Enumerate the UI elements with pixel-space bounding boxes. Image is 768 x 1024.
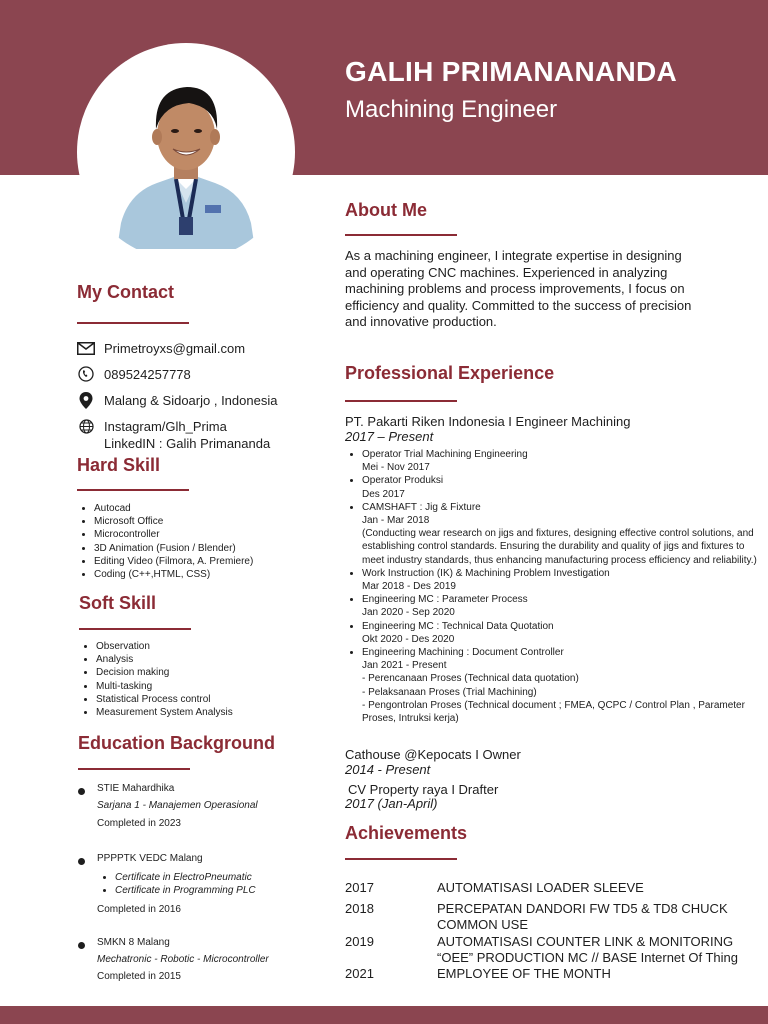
footer-band xyxy=(0,1006,768,1024)
school-name: PPPPTK VEDC Malang xyxy=(97,853,203,864)
job-role: Machining Engineer xyxy=(345,96,558,123)
job-date: 2014 - Present xyxy=(345,762,431,777)
achievement-row xyxy=(345,880,767,896)
phone-icon xyxy=(77,366,95,382)
experience-detail: - Pengontrolan Proses (Technical document ; FMEA, QCPC / Control Plan , Parameter Proses, Intruksi kerja) xyxy=(362,699,745,725)
experience-item xyxy=(362,474,767,500)
school-name: STIE Mahardhika xyxy=(97,783,175,794)
certificate-item: • Certificate in ElectroPneumatic xyxy=(115,871,327,884)
skill-item: • Decision making xyxy=(96,666,233,679)
experience-item xyxy=(362,567,767,593)
school-name: SMKN 8 Malang xyxy=(97,937,170,948)
job-date: 2017 – Present xyxy=(345,429,434,444)
achievement-year: 2018 xyxy=(345,901,374,916)
achievements-divider xyxy=(345,858,457,860)
school-completed: Completed in 2015 xyxy=(97,971,181,982)
education-divider xyxy=(78,768,190,770)
experience-label: Engineering Machining : Document Controller xyxy=(362,647,564,659)
skill-item: • Coding (C++,HTML, CSS) xyxy=(94,568,253,581)
experience-detail: - Pelaksanaan Proses (Trial Machining) xyxy=(362,686,537,698)
experience-detail: Jan 2021 - Present xyxy=(362,660,447,672)
experience-detail: (Conducting wear research on jigs and fixtures, designing effective control solutions, and establishing control standards. Ensuring the durability and quality of jigs and fixtures to meet industry standards, thus enhancing manufacturing process efficiency and reliability.) xyxy=(362,528,757,566)
bullet-dot xyxy=(78,942,85,949)
experience-item xyxy=(362,646,767,725)
achievement-text: PERCEPATAN DANDORI FW TD5 & TD8 CHUCK COMMON USE xyxy=(437,901,728,932)
achievement-text: AUTOMATISASI LOADER SLEEVE xyxy=(437,880,644,895)
experience-detail: - Perencanaan Proses (Technical data quotation) xyxy=(362,673,579,685)
experience-label: Engineering MC : Parameter Process xyxy=(362,594,528,606)
bullet-dot xyxy=(78,788,85,795)
hard-skill-list xyxy=(78,502,253,581)
contact-title: My Contact xyxy=(77,282,175,302)
education-title: Education Background xyxy=(78,733,276,753)
achievement-text: AUTOMATISASI COUNTER LINK & MONITORING “OEE” PRODUCTION MC // BASE Internet Of Thing xyxy=(437,934,738,965)
skill-item: • 3D Animation (Fusion / Blender) xyxy=(94,542,253,555)
soft-skill-title: Soft Skill xyxy=(79,593,157,613)
experience-label: CAMSHAFT : Jig & Fixture xyxy=(362,501,481,513)
contact-instagram[interactable] xyxy=(77,418,227,434)
experience-divider xyxy=(345,400,457,402)
job-title: CV Property raya I Drafter xyxy=(348,782,499,797)
skill-item: • Statistical Process control xyxy=(96,693,233,706)
experience-item xyxy=(362,593,767,619)
achievement-row xyxy=(345,966,767,982)
experience-detail: Mei - Nov 2017 xyxy=(362,462,430,474)
experience-detail: Jan - Mar 2018 xyxy=(362,515,430,527)
about-title: About Me xyxy=(345,200,427,220)
skill-item: • Observation xyxy=(96,640,233,653)
certificate-item: • Certificate in Programming PLC xyxy=(115,884,327,897)
contact-linkedin-text[interactable]: LinkedIN : Galih Primananda xyxy=(104,436,271,451)
skill-item: • Analysis xyxy=(96,653,233,666)
experience-item xyxy=(362,501,767,567)
job-title: PT. Pakarti Riken Indonesia I Engineer Machining xyxy=(345,414,631,429)
achievement-year: 2017 xyxy=(345,880,374,895)
experience-label: Operator Trial Machining Engineering xyxy=(362,449,528,460)
achievement-row xyxy=(345,934,767,966)
school-completed: Completed in 2016 xyxy=(97,904,181,915)
achievement-year: 2021 xyxy=(345,966,374,981)
experience-detail: Mar 2018 - Des 2019 xyxy=(362,581,456,593)
profile-photo xyxy=(77,43,295,261)
globe-icon xyxy=(77,418,95,434)
contact-divider xyxy=(77,322,189,324)
experience-detail: Jan 2020 - Sep 2020 xyxy=(362,607,455,619)
skill-item: • Editing Video (Filmora, A. Premiere) xyxy=(94,555,253,568)
bullet-dot xyxy=(78,858,85,865)
soft-skill-divider xyxy=(79,628,191,630)
experience-title: Professional Experience xyxy=(345,363,555,383)
skill-item: • Multi-tasking xyxy=(96,680,233,693)
school-completed: Completed in 2023 xyxy=(97,818,181,829)
experience-item xyxy=(362,448,767,474)
school-detail: Sarjana 1 - Manajemen Operasional xyxy=(97,800,258,811)
experience-detail: Des 2017 xyxy=(362,488,405,500)
contact-email[interactable] xyxy=(77,340,245,356)
achievement-row xyxy=(345,901,767,933)
achievement-text: EMPLOYEE OF THE MONTH xyxy=(437,966,611,981)
contact-email-text: Primetroyxs@gmail.com xyxy=(104,340,246,356)
achievements-title: Achievements xyxy=(345,823,468,843)
about-text: As a machining engineer, I integrate expertise in designing and operating CNC machines. Experienced in analyzing machining problems and process improvements, I focus on efficiency and quality. Committed to the success of precision and innovative production. xyxy=(345,248,692,329)
skill-item: • Microsoft Office xyxy=(94,515,253,528)
job-title: Cathouse @Kepocats I Owner xyxy=(345,747,521,762)
contact-location-text: Malang & Sidoarjo , Indonesia xyxy=(104,392,278,408)
experience-label: Work Instruction (IK) & Machining Problem Investigation xyxy=(362,567,610,579)
achievement-year: 2019 xyxy=(345,934,374,949)
experience-item xyxy=(362,620,767,646)
job-date: 2017 (Jan-April) xyxy=(345,796,438,811)
mail-icon xyxy=(77,340,95,356)
experience-label: Engineering MC : Technical Data Quotation xyxy=(362,620,554,632)
experience-label: Operator Produksi xyxy=(362,475,444,487)
experience-detail: Okt 2020 - Des 2020 xyxy=(362,633,455,645)
skill-item: • Microcontroller xyxy=(94,528,253,541)
skill-item: • Measurement System Analysis xyxy=(96,706,233,719)
hard-skill-divider xyxy=(77,489,189,491)
about-divider xyxy=(345,234,457,236)
contact-phone-text: 089524257778 xyxy=(104,366,191,382)
contact-instagram-text: Instagram/Glh_Prima xyxy=(104,418,227,434)
location-pin-icon xyxy=(77,392,95,408)
person-name: GALIH PRIMANANANDA xyxy=(345,56,678,87)
contact-location xyxy=(77,392,277,408)
soft-skill-list xyxy=(80,640,233,719)
hard-skill-title: Hard Skill xyxy=(77,455,161,475)
contact-phone[interactable] xyxy=(77,366,191,382)
school-detail: Mechatronic - Robotic - Microcontroller xyxy=(97,954,269,965)
experience-list xyxy=(345,448,767,725)
skill-item: • Autocad xyxy=(94,502,253,515)
